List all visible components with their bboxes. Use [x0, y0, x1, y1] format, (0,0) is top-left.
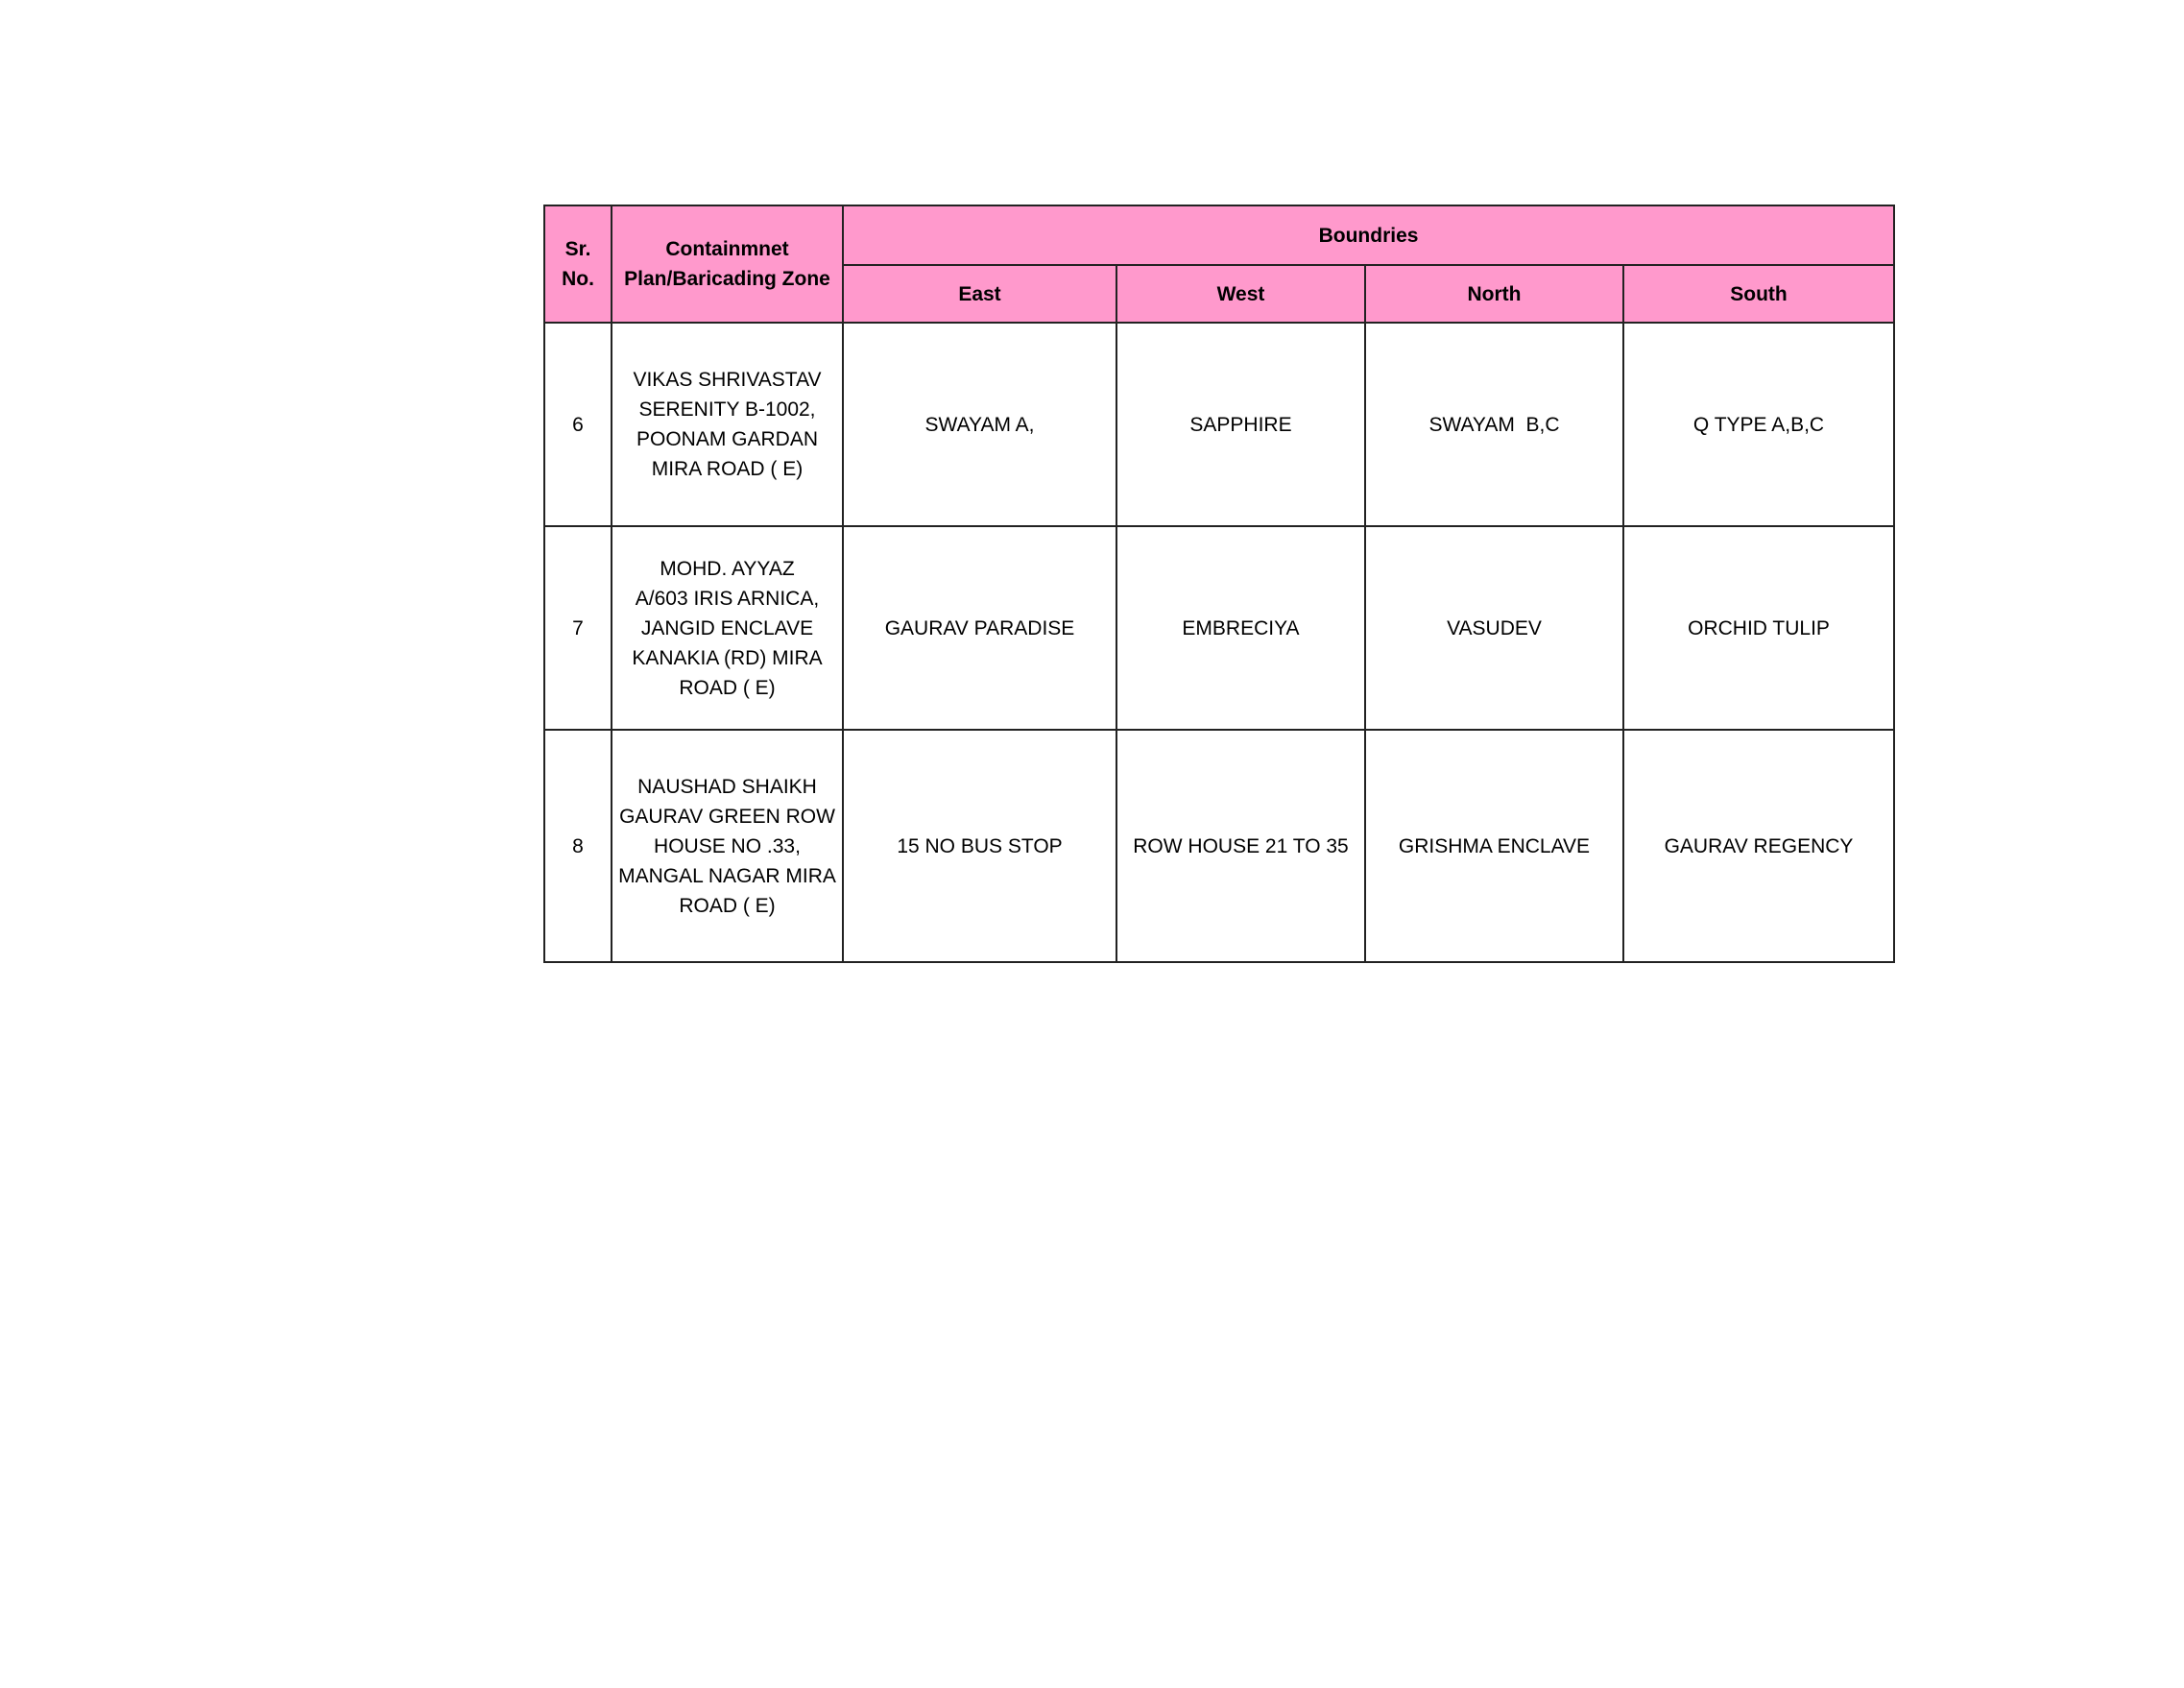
- header-zone: Containmnet Plan/Baricading Zone: [612, 205, 843, 323]
- cell-north: VASUDEV: [1365, 526, 1623, 730]
- cell-south: GAURAV REGENCY: [1623, 730, 1894, 962]
- header-sr-no: Sr. No.: [544, 205, 612, 323]
- cell-sr: 8: [544, 730, 612, 962]
- cell-sr: 6: [544, 323, 612, 526]
- cell-zone: NAUSHAD SHAIKH GAURAV GREEN ROW HOUSE NO .33, MANGAL NAGAR MIRA ROAD ( E): [612, 730, 843, 962]
- cell-west: EMBRECIYA: [1116, 526, 1365, 730]
- header-north: North: [1365, 265, 1623, 323]
- cell-north: SWAYAM B,C: [1365, 323, 1623, 526]
- containment-table: [543, 205, 1895, 963]
- cell-zone: MOHD. AYYAZ A/603 IRIS ARNICA, JANGID ENCLAVE KANAKIA (RD) MIRA ROAD ( E): [612, 526, 843, 730]
- cell-west: SAPPHIRE: [1116, 323, 1365, 526]
- cell-east: 15 NO BUS STOP: [843, 730, 1116, 962]
- header-west: West: [1116, 265, 1365, 323]
- cell-east: GAURAV PARADISE: [843, 526, 1116, 730]
- header-boundries: Boundries: [843, 205, 1894, 265]
- header-south: South: [1623, 265, 1894, 323]
- header-row-top: [544, 205, 1894, 265]
- cell-sr: 7: [544, 526, 612, 730]
- cell-east: SWAYAM A,: [843, 323, 1116, 526]
- table-row: [544, 323, 1894, 526]
- cell-north: GRISHMA ENCLAVE: [1365, 730, 1623, 962]
- table-row: [544, 526, 1894, 730]
- cell-west: ROW HOUSE 21 TO 35: [1116, 730, 1365, 962]
- containment-table-container: [543, 205, 1895, 963]
- cell-zone: VIKAS SHRIVASTAV SERENITY B-1002, POONAM GARDAN MIRA ROAD ( E): [612, 323, 843, 526]
- header-east: East: [843, 265, 1116, 323]
- table-row: [544, 730, 1894, 962]
- cell-south: Q TYPE A,B,C: [1623, 323, 1894, 526]
- cell-south: ORCHID TULIP: [1623, 526, 1894, 730]
